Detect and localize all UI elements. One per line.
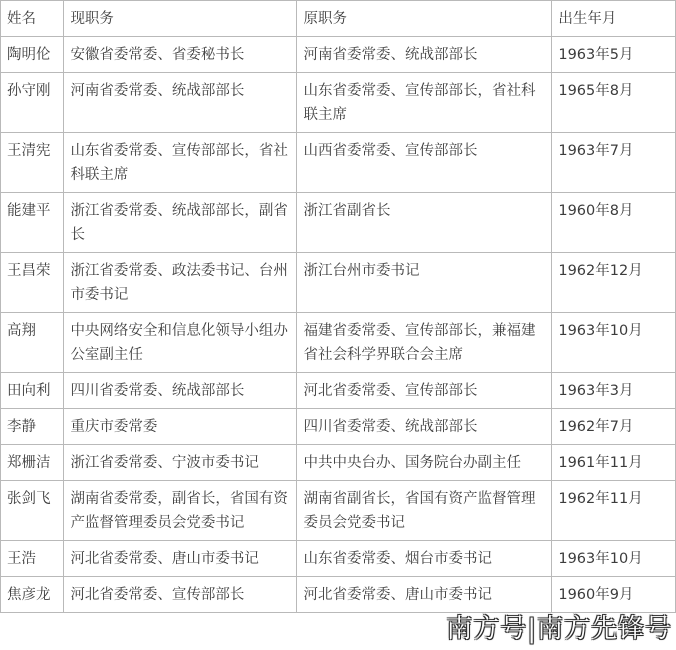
cell-name: 能建平	[1, 193, 64, 253]
table-row	[1, 409, 676, 445]
table-header-row	[1, 1, 676, 37]
table-row	[1, 541, 676, 577]
cell-birth-date: 1962年11月	[552, 481, 676, 541]
table-row	[1, 445, 676, 481]
cell-former-position: 福建省委常委、宣传部部长，兼福建省社会科学界联合会主席	[297, 313, 552, 373]
cell-name: 张剑飞	[1, 481, 64, 541]
header-birth-date: 出生年月	[552, 1, 676, 37]
cell-birth-date: 1962年7月	[552, 409, 676, 445]
cell-birth-date: 1960年9月	[552, 577, 676, 613]
cell-birth-date: 1963年10月	[552, 541, 676, 577]
cell-current-position: 安徽省委常委、省委秘书长	[64, 37, 297, 73]
cell-birth-date: 1961年11月	[552, 445, 676, 481]
cell-current-position: 四川省委常委、统战部部长	[64, 373, 297, 409]
table-row	[1, 313, 676, 373]
header-current-position: 现职务	[64, 1, 297, 37]
table-row	[1, 577, 676, 613]
cell-current-position: 浙江省委常委、宁波市委书记	[64, 445, 297, 481]
cell-name: 王清宪	[1, 133, 64, 193]
cell-birth-date: 1960年8月	[552, 193, 676, 253]
header-former-position: 原职务	[297, 1, 552, 37]
cell-current-position: 山东省委常委、宣传部部长，省社科联主席	[64, 133, 297, 193]
cell-former-position: 河南省委常委、统战部部长	[297, 37, 552, 73]
table-row	[1, 481, 676, 541]
cell-former-position: 山东省委常委、宣传部部长，省社科联主席	[297, 73, 552, 133]
table-row	[1, 37, 676, 73]
cell-birth-date: 1962年12月	[552, 253, 676, 313]
cell-birth-date: 1963年3月	[552, 373, 676, 409]
cell-name: 焦彦龙	[1, 577, 64, 613]
table-row	[1, 373, 676, 409]
cell-name: 高翔	[1, 313, 64, 373]
cell-former-position: 河北省委常委、宣传部部长	[297, 373, 552, 409]
cell-current-position: 河南省委常委、统战部部长	[64, 73, 297, 133]
cell-name: 郑栅洁	[1, 445, 64, 481]
table-row	[1, 73, 676, 133]
cell-current-position: 浙江省委常委、政法委书记、台州市委书记	[64, 253, 297, 313]
cell-name: 王昌荣	[1, 253, 64, 313]
table-row	[1, 193, 676, 253]
cell-name: 孙守刚	[1, 73, 64, 133]
watermark: 南方号|南方先锋号	[446, 614, 672, 644]
cell-name: 田向利	[1, 373, 64, 409]
cell-current-position: 河北省委常委、宣传部部长	[64, 577, 297, 613]
cell-current-position: 中央网络安全和信息化领导小组办公室副主任	[64, 313, 297, 373]
cell-birth-date: 1965年8月	[552, 73, 676, 133]
cell-former-position: 山西省委常委、宣传部部长	[297, 133, 552, 193]
header-name: 姓名	[1, 1, 64, 37]
cell-current-position: 浙江省委常委、统战部部长，副省长	[64, 193, 297, 253]
cell-current-position: 河北省委常委、唐山市委书记	[64, 541, 297, 577]
cell-current-position: 重庆市委常委	[64, 409, 297, 445]
table-row	[1, 133, 676, 193]
cell-former-position: 河北省委常委、唐山市委书记	[297, 577, 552, 613]
cell-birth-date: 1963年5月	[552, 37, 676, 73]
cell-name: 陶明伦	[1, 37, 64, 73]
cell-former-position: 浙江台州市委书记	[297, 253, 552, 313]
cell-current-position: 湖南省委常委，副省长，省国有资产监督管理委员会党委书记	[64, 481, 297, 541]
cell-former-position: 四川省委常委、统战部部长	[297, 409, 552, 445]
cell-birth-date: 1963年7月	[552, 133, 676, 193]
table-row	[1, 253, 676, 313]
cell-birth-date: 1963年10月	[552, 313, 676, 373]
cell-name: 李静	[1, 409, 64, 445]
cell-name: 王浩	[1, 541, 64, 577]
cell-former-position: 浙江省副省长	[297, 193, 552, 253]
cell-former-position: 山东省委常委、烟台市委书记	[297, 541, 552, 577]
cell-former-position: 中共中央台办、国务院台办副主任	[297, 445, 552, 481]
cell-former-position: 湖南省副省长，省国有资产监督管理委员会党委书记	[297, 481, 552, 541]
